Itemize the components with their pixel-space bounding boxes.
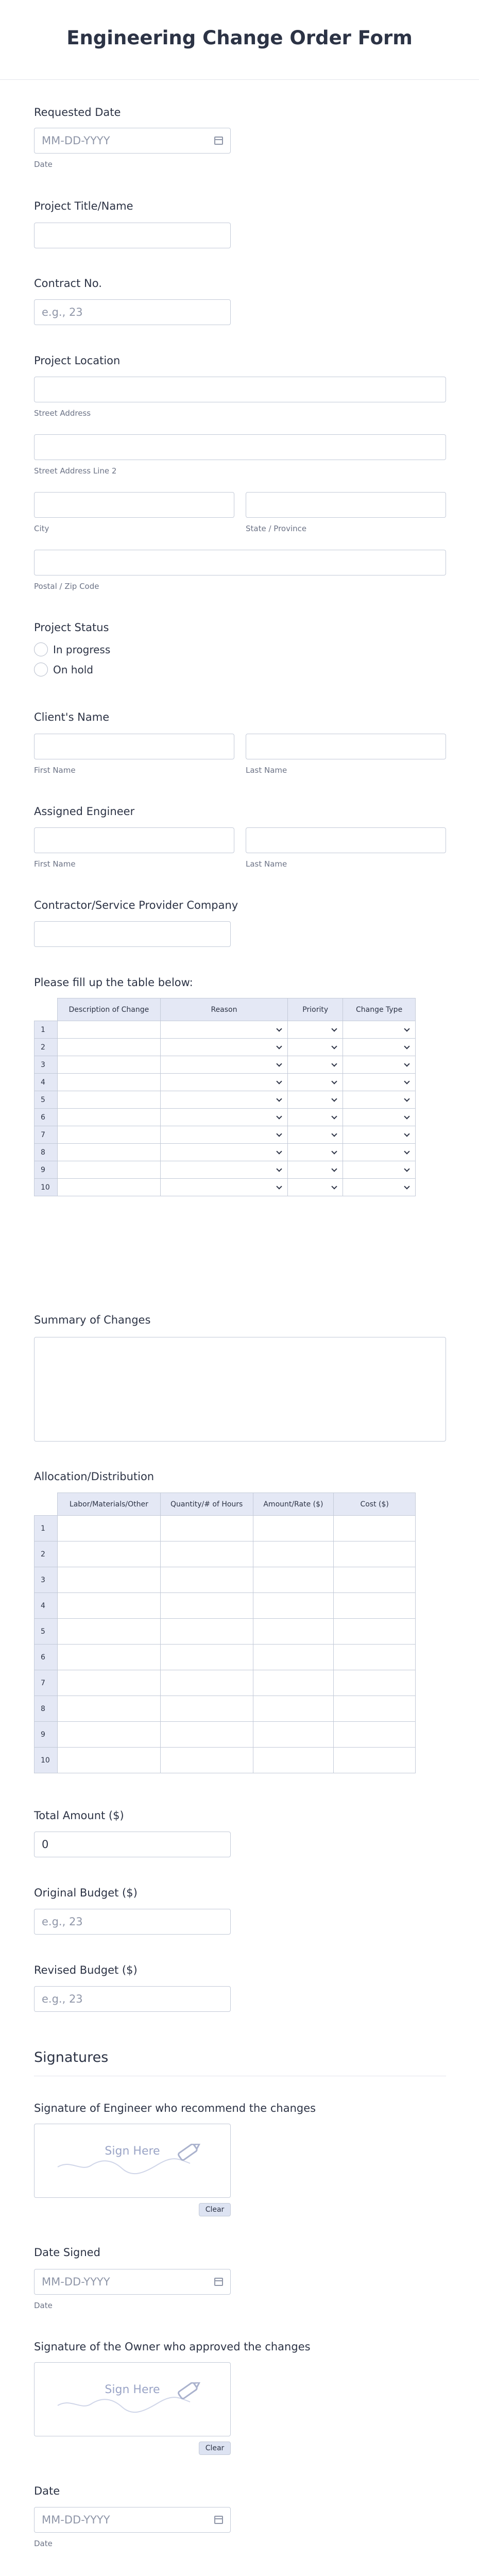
chevron-down-icon bbox=[331, 1148, 337, 1154]
project-title-label: Project Title/Name bbox=[34, 200, 133, 212]
col-priority: Priority bbox=[288, 998, 343, 1021]
chevron-down-icon bbox=[277, 1166, 282, 1172]
dropdown-cell[interactable] bbox=[160, 1179, 288, 1196]
contract-no-label: Contract No. bbox=[34, 277, 102, 290]
dropdown-cell[interactable] bbox=[160, 1126, 288, 1144]
table-row bbox=[35, 1074, 416, 1091]
requested-date-input[interactable] bbox=[34, 128, 231, 154]
contract-no-input[interactable] bbox=[34, 299, 231, 325]
table-row bbox=[35, 1567, 416, 1593]
chevron-down-icon bbox=[404, 1078, 409, 1084]
chevron-down-icon bbox=[331, 1096, 337, 1101]
table-row bbox=[35, 1619, 416, 1645]
row-number: 7 bbox=[35, 1126, 58, 1144]
signatures-heading: Signatures bbox=[34, 2049, 109, 2065]
chevron-down-icon bbox=[331, 1113, 337, 1119]
engineer-last-name-sublabel: Last Name bbox=[246, 859, 287, 869]
text-cell[interactable] bbox=[160, 1567, 253, 1593]
dropdown-cell[interactable] bbox=[160, 1074, 288, 1091]
summary-label: Summary of Changes bbox=[34, 1314, 151, 1326]
contractor-company-label: Contractor/Service Provider Company bbox=[34, 899, 238, 911]
chevron-down-icon bbox=[277, 1131, 282, 1137]
row-number: 10 bbox=[35, 1179, 58, 1196]
row-number: 5 bbox=[35, 1091, 58, 1109]
city-input[interactable] bbox=[34, 492, 234, 518]
text-cell[interactable] bbox=[160, 1670, 253, 1696]
text-cell[interactable] bbox=[57, 1593, 160, 1619]
sig-engineer-pad[interactable] bbox=[34, 2124, 231, 2198]
change-table-label: Please fill up the table below: bbox=[34, 976, 193, 989]
dropdown-cell[interactable] bbox=[343, 1021, 416, 1039]
chevron-down-icon bbox=[404, 1166, 409, 1172]
dropdown-cell[interactable] bbox=[160, 1161, 288, 1179]
row-number: 3 bbox=[35, 1567, 58, 1593]
dropdown-cell[interactable] bbox=[288, 1021, 343, 1039]
dropdown-cell[interactable] bbox=[343, 1056, 416, 1074]
dropdown-cell[interactable] bbox=[343, 1144, 416, 1161]
text-cell[interactable] bbox=[253, 1722, 334, 1748]
chevron-down-icon bbox=[404, 1043, 409, 1049]
table-row bbox=[35, 1593, 416, 1619]
chevron-down-icon bbox=[404, 1183, 409, 1189]
sig-engineer-clear-button[interactable]: Clear bbox=[199, 2203, 231, 2216]
col-change-type: Change Type bbox=[343, 998, 416, 1021]
text-cell[interactable] bbox=[57, 1039, 160, 1056]
text-cell[interactable] bbox=[160, 1593, 253, 1619]
text-cell[interactable] bbox=[334, 1696, 416, 1722]
street-address-2-sublabel: Street Address Line 2 bbox=[34, 466, 117, 476]
text-cell[interactable] bbox=[57, 1645, 160, 1670]
text-cell[interactable] bbox=[57, 1091, 160, 1109]
contract-no-placeholder: e.g., 23 bbox=[42, 306, 83, 318]
change-table bbox=[34, 998, 416, 1196]
row-number: 6 bbox=[35, 1109, 58, 1126]
date-signed-1-label: Date Signed bbox=[34, 2246, 100, 2259]
table-row bbox=[35, 1109, 416, 1126]
client-first-name-input[interactable] bbox=[34, 734, 234, 759]
table-corner bbox=[35, 998, 58, 1021]
dropdown-cell[interactable] bbox=[160, 1109, 288, 1126]
dropdown-cell[interactable] bbox=[288, 1144, 343, 1161]
text-cell[interactable] bbox=[160, 1645, 253, 1670]
state-sublabel: State / Province bbox=[246, 524, 307, 533]
text-cell[interactable] bbox=[57, 1126, 160, 1144]
chevron-down-icon bbox=[404, 1096, 409, 1101]
dropdown-cell[interactable] bbox=[343, 1039, 416, 1056]
chevron-down-icon bbox=[331, 1166, 337, 1172]
text-cell[interactable] bbox=[160, 1516, 253, 1541]
revised-budget-input[interactable] bbox=[34, 1986, 231, 2012]
status-in-progress-radio[interactable] bbox=[34, 642, 110, 656]
engineer-last-name-input[interactable] bbox=[246, 827, 446, 853]
client-last-name-sublabel: Last Name bbox=[246, 766, 287, 775]
engineer-first-name-input[interactable] bbox=[34, 827, 234, 853]
original-budget-input[interactable] bbox=[34, 1909, 231, 1935]
original-budget-label: Original Budget ($) bbox=[34, 1887, 138, 1899]
form-header bbox=[0, 0, 479, 80]
requested-date-placeholder: MM-DD-YYYY bbox=[42, 134, 110, 147]
assigned-engineer-label: Assigned Engineer bbox=[34, 805, 135, 818]
project-title-input[interactable] bbox=[34, 223, 231, 248]
text-cell[interactable] bbox=[57, 1074, 160, 1091]
sig-owner-pad[interactable] bbox=[34, 2362, 231, 2436]
revised-budget-placeholder: e.g., 23 bbox=[42, 1993, 83, 2005]
dropdown-cell[interactable] bbox=[343, 1109, 416, 1126]
text-cell[interactable] bbox=[57, 1619, 160, 1645]
text-cell[interactable] bbox=[57, 1541, 160, 1567]
row-number: 4 bbox=[35, 1593, 58, 1619]
text-cell[interactable] bbox=[160, 1619, 253, 1645]
row-number: 7 bbox=[35, 1670, 58, 1696]
text-cell[interactable] bbox=[57, 1748, 160, 1773]
text-cell[interactable] bbox=[334, 1619, 416, 1645]
text-cell[interactable] bbox=[57, 1056, 160, 1074]
text-cell[interactable] bbox=[334, 1593, 416, 1619]
dropdown-cell[interactable] bbox=[160, 1039, 288, 1056]
chevron-down-icon bbox=[277, 1026, 282, 1031]
postal-code-sublabel: Postal / Zip Code bbox=[34, 582, 99, 591]
dropdown-cell[interactable] bbox=[160, 1091, 288, 1109]
text-cell[interactable] bbox=[253, 1567, 334, 1593]
row-number: 9 bbox=[35, 1722, 58, 1748]
col-cost: Cost ($) bbox=[334, 1493, 416, 1516]
dropdown-cell[interactable] bbox=[288, 1109, 343, 1126]
project-status-label: Project Status bbox=[34, 621, 109, 634]
text-cell[interactable] bbox=[57, 1144, 160, 1161]
dropdown-cell[interactable] bbox=[343, 1126, 416, 1144]
col-amount: Amount/Rate ($) bbox=[253, 1493, 334, 1516]
chevron-down-icon bbox=[404, 1061, 409, 1066]
contractor-company-input[interactable] bbox=[34, 921, 231, 947]
calendar-icon[interactable] bbox=[214, 2278, 223, 2286]
row-number: 3 bbox=[35, 1056, 58, 1074]
chevron-down-icon bbox=[404, 1113, 409, 1119]
text-cell[interactable] bbox=[334, 1567, 416, 1593]
radio-circle-icon[interactable] bbox=[34, 663, 48, 676]
dropdown-cell[interactable] bbox=[160, 1144, 288, 1161]
table-row bbox=[35, 1161, 416, 1179]
client-first-name-sublabel: First Name bbox=[34, 766, 76, 775]
chevron-down-icon bbox=[277, 1113, 282, 1119]
text-cell[interactable] bbox=[253, 1670, 334, 1696]
row-number: 4 bbox=[35, 1074, 58, 1091]
text-cell[interactable] bbox=[334, 1722, 416, 1748]
date-signed-1-input[interactable] bbox=[34, 2269, 231, 2295]
text-cell[interactable] bbox=[253, 1696, 334, 1722]
text-cell[interactable] bbox=[334, 1670, 416, 1696]
chevron-down-icon bbox=[331, 1043, 337, 1049]
text-cell[interactable] bbox=[57, 1567, 160, 1593]
table-row bbox=[35, 1541, 416, 1567]
status-on-hold-radio[interactable] bbox=[34, 663, 93, 676]
text-cell[interactable] bbox=[334, 1516, 416, 1541]
allocation-label: Allocation/Distribution bbox=[34, 1470, 155, 1483]
chevron-down-icon bbox=[277, 1061, 282, 1066]
signature-squiggle-icon bbox=[55, 2144, 210, 2180]
text-cell[interactable] bbox=[57, 1516, 160, 1541]
chevron-down-icon bbox=[277, 1183, 282, 1189]
dropdown-cell[interactable] bbox=[343, 1074, 416, 1091]
chevron-down-icon bbox=[404, 1131, 409, 1137]
text-cell[interactable] bbox=[334, 1541, 416, 1567]
text-cell[interactable] bbox=[57, 1179, 160, 1196]
text-cell[interactable] bbox=[160, 1748, 253, 1773]
dropdown-cell[interactable] bbox=[288, 1126, 343, 1144]
summary-textarea[interactable] bbox=[34, 1337, 446, 1442]
text-cell[interactable] bbox=[160, 1722, 253, 1748]
date-2-input[interactable] bbox=[34, 2507, 231, 2533]
table-corner bbox=[35, 1493, 58, 1516]
row-number: 8 bbox=[35, 1696, 58, 1722]
table-row bbox=[35, 1039, 416, 1056]
date-2-sublabel: Date bbox=[34, 2539, 53, 2548]
chevron-down-icon bbox=[277, 1078, 282, 1084]
text-cell[interactable] bbox=[253, 1516, 334, 1541]
table-row bbox=[35, 1091, 416, 1109]
dropdown-cell[interactable] bbox=[343, 1179, 416, 1196]
client-last-name-input[interactable] bbox=[246, 734, 446, 759]
chevron-down-icon bbox=[331, 1026, 337, 1031]
text-cell[interactable] bbox=[57, 1722, 160, 1748]
sig-owner-clear-button[interactable]: Clear bbox=[199, 2442, 231, 2455]
table-row bbox=[35, 1722, 416, 1748]
revised-budget-label: Revised Budget ($) bbox=[34, 1964, 138, 1976]
sign-here-hint: Sign Here bbox=[105, 2145, 160, 2158]
date-signed-1-sublabel: Date bbox=[34, 2301, 53, 2310]
table-row bbox=[35, 1748, 416, 1773]
date-signed-1-placeholder: MM-DD-YYYY bbox=[42, 2276, 110, 2288]
total-amount-input[interactable] bbox=[34, 1832, 231, 1857]
row-number: 1 bbox=[35, 1516, 58, 1541]
date-2-label: Date bbox=[34, 2485, 60, 2497]
row-number: 2 bbox=[35, 1541, 58, 1567]
table-row bbox=[35, 1056, 416, 1074]
sig-owner-label: Signature of the Owner who approved the changes bbox=[34, 2341, 311, 2353]
table-row bbox=[35, 1126, 416, 1144]
engineer-first-name-sublabel: First Name bbox=[34, 859, 76, 869]
chevron-down-icon bbox=[331, 1078, 337, 1084]
street-address-input[interactable] bbox=[34, 377, 446, 402]
signature-squiggle-icon bbox=[55, 2382, 210, 2418]
original-budget-placeholder: e.g., 23 bbox=[42, 1916, 83, 1928]
col-labor: Labor/Materials/Other bbox=[57, 1493, 160, 1516]
client-name-label: Client's Name bbox=[34, 711, 110, 723]
chevron-down-icon bbox=[331, 1131, 337, 1137]
dropdown-cell[interactable] bbox=[288, 1039, 343, 1056]
table-row bbox=[35, 1179, 416, 1196]
chevron-down-icon bbox=[331, 1183, 337, 1189]
chevron-down-icon bbox=[331, 1061, 337, 1066]
chevron-down-icon bbox=[277, 1096, 282, 1101]
table-row bbox=[35, 1670, 416, 1696]
row-number: 9 bbox=[35, 1161, 58, 1179]
street-address-2-input[interactable] bbox=[34, 434, 446, 460]
calendar-icon[interactable] bbox=[214, 2516, 223, 2524]
sig-engineer-label: Signature of Engineer who recommend the changes bbox=[34, 2102, 316, 2114]
col-reason: Reason bbox=[160, 998, 288, 1021]
date-2-placeholder: MM-DD-YYYY bbox=[42, 2514, 110, 2526]
chevron-down-icon bbox=[277, 1148, 282, 1154]
table-row bbox=[35, 1645, 416, 1670]
form-title: Engineering Change Order Form bbox=[66, 26, 413, 49]
status-in-progress-label: In progress bbox=[53, 643, 111, 656]
text-cell[interactable] bbox=[57, 1109, 160, 1126]
dropdown-cell[interactable] bbox=[288, 1091, 343, 1109]
text-cell[interactable] bbox=[57, 1670, 160, 1696]
table-row bbox=[35, 1144, 416, 1161]
status-on-hold-label: On hold bbox=[53, 663, 93, 676]
row-number: 1 bbox=[35, 1021, 58, 1039]
dropdown-cell[interactable] bbox=[160, 1021, 288, 1039]
chevron-down-icon bbox=[404, 1148, 409, 1154]
table-row bbox=[35, 1516, 416, 1541]
radio-circle-icon[interactable] bbox=[34, 642, 48, 656]
postal-code-input[interactable] bbox=[34, 550, 446, 575]
total-amount-label: Total Amount ($) bbox=[34, 1809, 124, 1822]
col-description: Description of Change bbox=[57, 998, 160, 1021]
row-number: 2 bbox=[35, 1039, 58, 1056]
state-input[interactable] bbox=[246, 492, 446, 518]
allocation-table bbox=[34, 1493, 416, 1773]
sign-here-hint: Sign Here bbox=[105, 2383, 160, 2396]
text-cell[interactable] bbox=[334, 1645, 416, 1670]
col-quantity: Quantity/# of Hours bbox=[160, 1493, 253, 1516]
row-number: 5 bbox=[35, 1619, 58, 1645]
chevron-down-icon bbox=[404, 1026, 409, 1031]
dropdown-cell[interactable] bbox=[288, 1161, 343, 1179]
text-cell[interactable] bbox=[253, 1541, 334, 1567]
text-cell[interactable] bbox=[253, 1619, 334, 1645]
calendar-icon[interactable] bbox=[214, 137, 223, 145]
street-address-sublabel: Street Address bbox=[34, 409, 91, 418]
text-cell[interactable] bbox=[57, 1021, 160, 1039]
dropdown-cell[interactable] bbox=[160, 1056, 288, 1074]
dropdown-cell[interactable] bbox=[288, 1074, 343, 1091]
text-cell[interactable] bbox=[57, 1161, 160, 1179]
text-cell[interactable] bbox=[253, 1593, 334, 1619]
requested-date-label: Requested Date bbox=[34, 106, 121, 118]
text-cell[interactable] bbox=[253, 1645, 334, 1670]
dropdown-cell[interactable] bbox=[288, 1056, 343, 1074]
row-number: 8 bbox=[35, 1144, 58, 1161]
row-number: 6 bbox=[35, 1645, 58, 1670]
total-amount-value: 0 bbox=[42, 1838, 49, 1851]
text-cell[interactable] bbox=[253, 1748, 334, 1773]
row-number: 10 bbox=[35, 1748, 58, 1773]
text-cell[interactable] bbox=[160, 1541, 253, 1567]
table-row bbox=[35, 1696, 416, 1722]
dropdown-cell[interactable] bbox=[343, 1091, 416, 1109]
chevron-down-icon bbox=[277, 1043, 282, 1049]
table-row bbox=[35, 1021, 416, 1039]
city-sublabel: City bbox=[34, 524, 49, 533]
text-cell[interactable] bbox=[160, 1696, 253, 1722]
project-location-label: Project Location bbox=[34, 354, 121, 367]
text-cell[interactable] bbox=[57, 1696, 160, 1722]
text-cell[interactable] bbox=[334, 1748, 416, 1773]
requested-date-sublabel: Date bbox=[34, 160, 53, 169]
dropdown-cell[interactable] bbox=[343, 1161, 416, 1179]
dropdown-cell[interactable] bbox=[288, 1179, 343, 1196]
